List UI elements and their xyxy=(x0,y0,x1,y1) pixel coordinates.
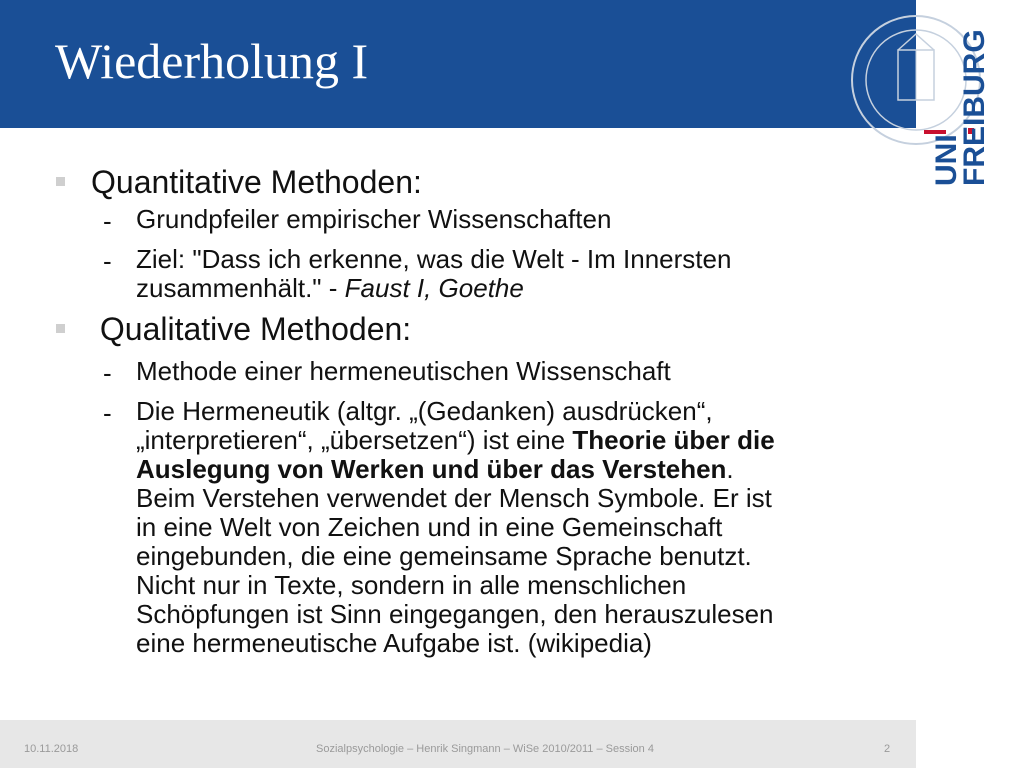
footer-blank xyxy=(916,720,1024,768)
bullet-square-icon xyxy=(56,324,65,333)
citation-text: Faust I, Goethe xyxy=(344,273,524,303)
footer-page-number: 2 xyxy=(884,743,891,755)
section-heading-qualitative: Qualitative Methoden: xyxy=(91,311,412,347)
list-item: Methode einer hermeneutischen Wissenschaft xyxy=(136,356,671,386)
dash-marker: - xyxy=(103,358,112,388)
dash-marker: - xyxy=(103,398,112,428)
dash-marker: - xyxy=(103,246,112,276)
footer-center-text: Sozialpsychologie – Henrik Singmann – WiSe 2010/2011 – Session 4 xyxy=(316,743,654,755)
logo-text-uni: UNI xyxy=(930,134,963,186)
list-item: Ziel: "Dass ich erkenne, was die Welt - Im Innersten zusammenhält." - Faust I, Goethe xyxy=(136,244,732,303)
logo-area xyxy=(916,0,1024,200)
uni-freiburg-logo xyxy=(916,0,1024,200)
slide-title: Wiederholung I xyxy=(55,33,369,89)
dash-marker: - xyxy=(103,206,112,236)
bullet-square-icon xyxy=(56,177,65,186)
section-heading-quantitative: Quantitative Methoden: xyxy=(91,164,422,200)
logo-text-freiburg: FREIBURG xyxy=(958,29,991,186)
footer-date: 10.11.2018 xyxy=(24,743,79,755)
list-item: Die Hermeneutik (altgr. „(Gedanken) ausdrücken“, „interpretieren“, „übersetzen“) ist eine Theorie über die Auslegung von Werken und über das Verstehen. Beim Verstehen verwendet der Mensch Symbole. Er ist in eine Welt von Zeichen und in eine Gemeinschaft eingebunden, die eine gemeinsame Sprache benutzt. Nicht nur in Texte, sondern in alle menschlichen Schöpfungen ist Sinn eingegangen, den herauszulesen eine hermeneutische Aufgabe ist. (wikipedia) xyxy=(136,396,775,658)
list-item: Grundpfeiler empirischer Wissenschaften xyxy=(136,204,612,234)
